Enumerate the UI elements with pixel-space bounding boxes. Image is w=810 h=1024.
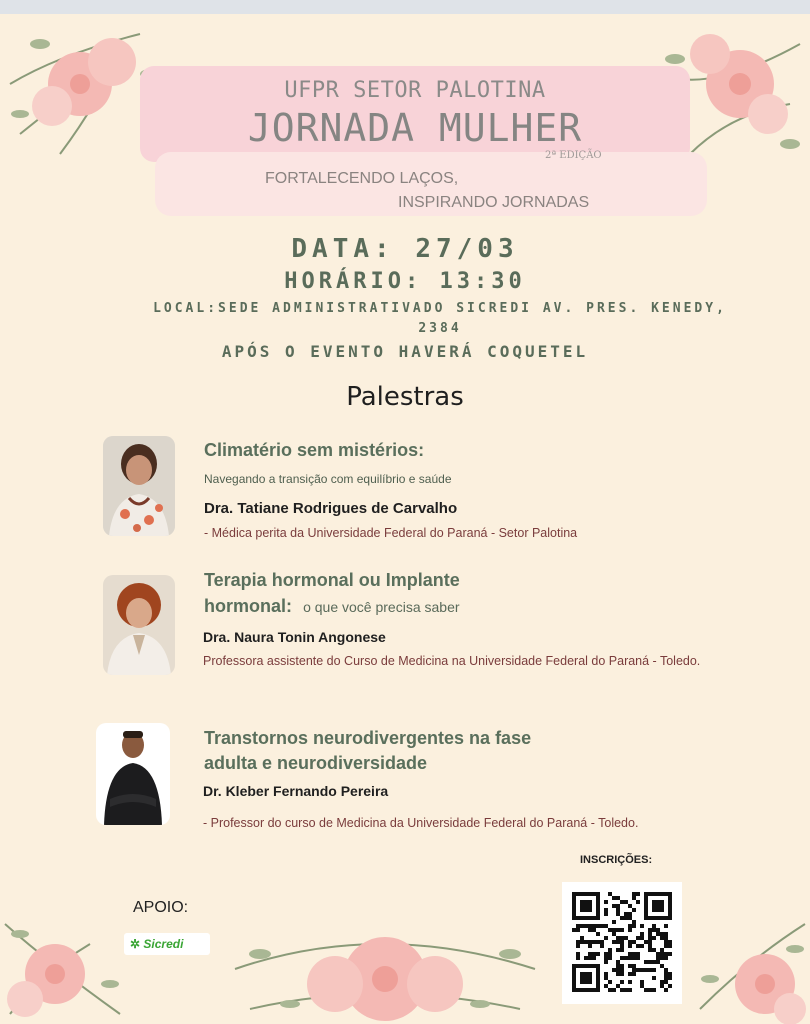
talk2-subtitle: o que você precisa saber	[303, 599, 460, 615]
talk2-speaker: Dra. Naura Tonin Angonese	[203, 629, 386, 645]
registration-label: INSCRIÇÕES:	[580, 854, 653, 866]
edition-label: 2ª EDIÇÃO	[545, 150, 602, 161]
talk3-speaker: Dr. Kleber Fernando Pereira	[203, 783, 389, 799]
speaker-photo-tatiane	[103, 436, 175, 536]
speaker-photo-naura	[103, 575, 175, 675]
event-date: DATA: 27/03	[291, 234, 519, 264]
talk2-role: Professora assistente do Curso de Medicina na Universidade Federal do Paraná - Toledo.	[203, 654, 701, 668]
talk1-role: - Médica perita da Universidade Federal do Paraná - Setor Palotina	[204, 526, 578, 540]
section-heading: Palestras	[346, 382, 464, 412]
talk2-title-line1: Terapia hormonal ou Implante	[204, 570, 460, 590]
flower-decoration-bottom-right	[690, 909, 810, 1024]
event-poster	[0, 14, 810, 1024]
talk3-title-line1: Transtornos neurodivergentes na fase	[204, 728, 532, 748]
sicredi-logo-icon: ✲	[130, 937, 141, 951]
event-title: JORNADA MULHER	[247, 106, 583, 150]
event-location: LOCAL:SEDE ADMINISTRATIVADO SICREDI AV. PRES. KENEDY, 2384	[153, 301, 727, 336]
flower-decoration-bottom-left	[0, 904, 130, 1024]
talk2-title-part: hormonal:	[204, 596, 292, 616]
registration-qr-code[interactable]	[562, 882, 682, 1004]
organization-name: UFPR SETOR PALOTINA	[284, 78, 546, 103]
flower-decoration-bottom-center	[230, 909, 540, 1024]
browser-top-bar	[0, 0, 810, 14]
talk1-subtitle: Navegando a transição com equilíbrio e saúde	[204, 472, 452, 486]
sponsor-name: Sicredi	[143, 937, 184, 951]
sponsor-logo	[124, 933, 210, 955]
talk3-title-line2: adulta e neurodiversidade	[204, 753, 428, 773]
support-label: APOIO:	[133, 899, 189, 916]
event-time: HORÁRIO: 13:30	[284, 269, 526, 294]
talk3-role: - Professor do curso de Medicina da Universidade Federal do Paraná - Toledo.	[203, 816, 639, 830]
talk2-title-line2	[204, 594, 460, 618]
after-event-note: APÓS O EVENTO HAVERÁ COQUETEL	[221, 342, 589, 361]
speaker-photo-kleber	[96, 723, 170, 825]
talk1-title: Climatério sem mistérios:	[204, 440, 425, 460]
tagline-line2: INSPIRANDO JORNADAS	[398, 194, 590, 211]
tagline-line1: FORTALECENDO LAÇOS,	[265, 170, 459, 187]
talk1-speaker: Dra. Tatiane Rodrigues de Carvalho	[204, 500, 458, 517]
